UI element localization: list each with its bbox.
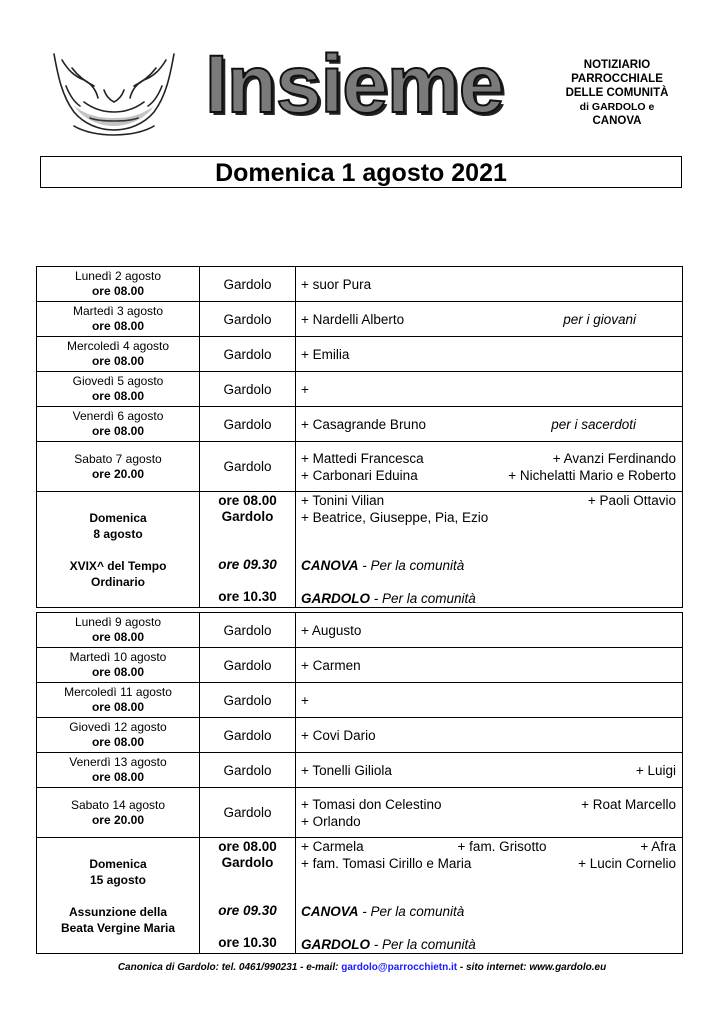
schedule-table-week2 [36,612,683,954]
table-row-sunday: Domenica 8 agosto XVIX^ del Tempo Ordinario ore 08.00 Gardolo ore 09.30 ore 10.30 + Tonini Vilian + Paoli Ottavio + Beatrice, Giuseppe, Pia, Ezio CANOVA - Per la comunità GARDOLO - Per la comunità [37,492,683,608]
table-row: Venerdì 6 agosto ore 08.00 Gardolo + Casagrande Bruno per i sacerdoti [37,407,683,442]
table-row: Lunedì 9 agosto ore 08.00 Gardolo + Augusto [37,613,683,648]
table-row: Giovedì 12 agosto ore 08.00 Gardolo + Covi Dario [37,718,683,753]
table-row: Martedì 3 agosto ore 08.00 Gardolo + Nardelli Alberto per i giovani [37,302,683,337]
table-row: Mercoledì 11 agosto ore 08.00 Gardolo + [37,683,683,718]
table-row: Giovedì 5 agosto ore 08.00 Gardolo + [37,372,683,407]
table-row: Mercoledì 4 agosto ore 08.00 Gardolo + Emilia [37,337,683,372]
page-title: Domenica 1 agosto 2021 [40,156,682,188]
table-row-saturday: Sabato 7 agosto ore 20.00 Gardolo + Mattedi Francesca + Avanzi Ferdinando + Carbonari Eduina + Nichelatti Mario e Roberto [37,442,683,492]
email-link[interactable]: gardolo@parrocchietn.it [341,962,458,973]
schedule-table-week1 [36,266,683,608]
table-row: Venerdì 13 agosto ore 08.00 Gardolo + Tonelli Giliola + Luigi [37,753,683,788]
masthead-subtitle: NOTIZIARIO PARROCCHIALE DELLE COMUNITÀ di GARDOLO e CANOVA [565,59,669,127]
table-row-sunday: Domenica 15 agosto Assunzione della Beata Vergine Maria ore 08.00 Gardolo ore 09.30 ore 10.30 + Carmela + fam. Grisotto + Afra + fam. Tomasi Cirillo e Maria + Lucin Cornelio CANOVA - Per la comunità GARDOLO - Per la comunità [37,838,683,954]
table-row: Lunedì 2 agosto ore 08.00 Gardolo + suor Pura [37,267,683,302]
table-row: Martedì 10 agosto ore 08.00 Gardolo + Carmen [37,648,683,683]
footer-contact: Canonica di Gardolo: tel. 0461/990231 - e-mail: gardolo@parrocchietn.it - sito internet: www.gardolo.eu [117,962,607,973]
table-row-saturday: Sabato 14 agosto ore 20.00 Gardolo + Tomasi don Celestino + Roat Marcello + Orlando [37,788,683,838]
masthead-title: Insieme [205,39,504,130]
hands-logo-icon [44,46,184,142]
